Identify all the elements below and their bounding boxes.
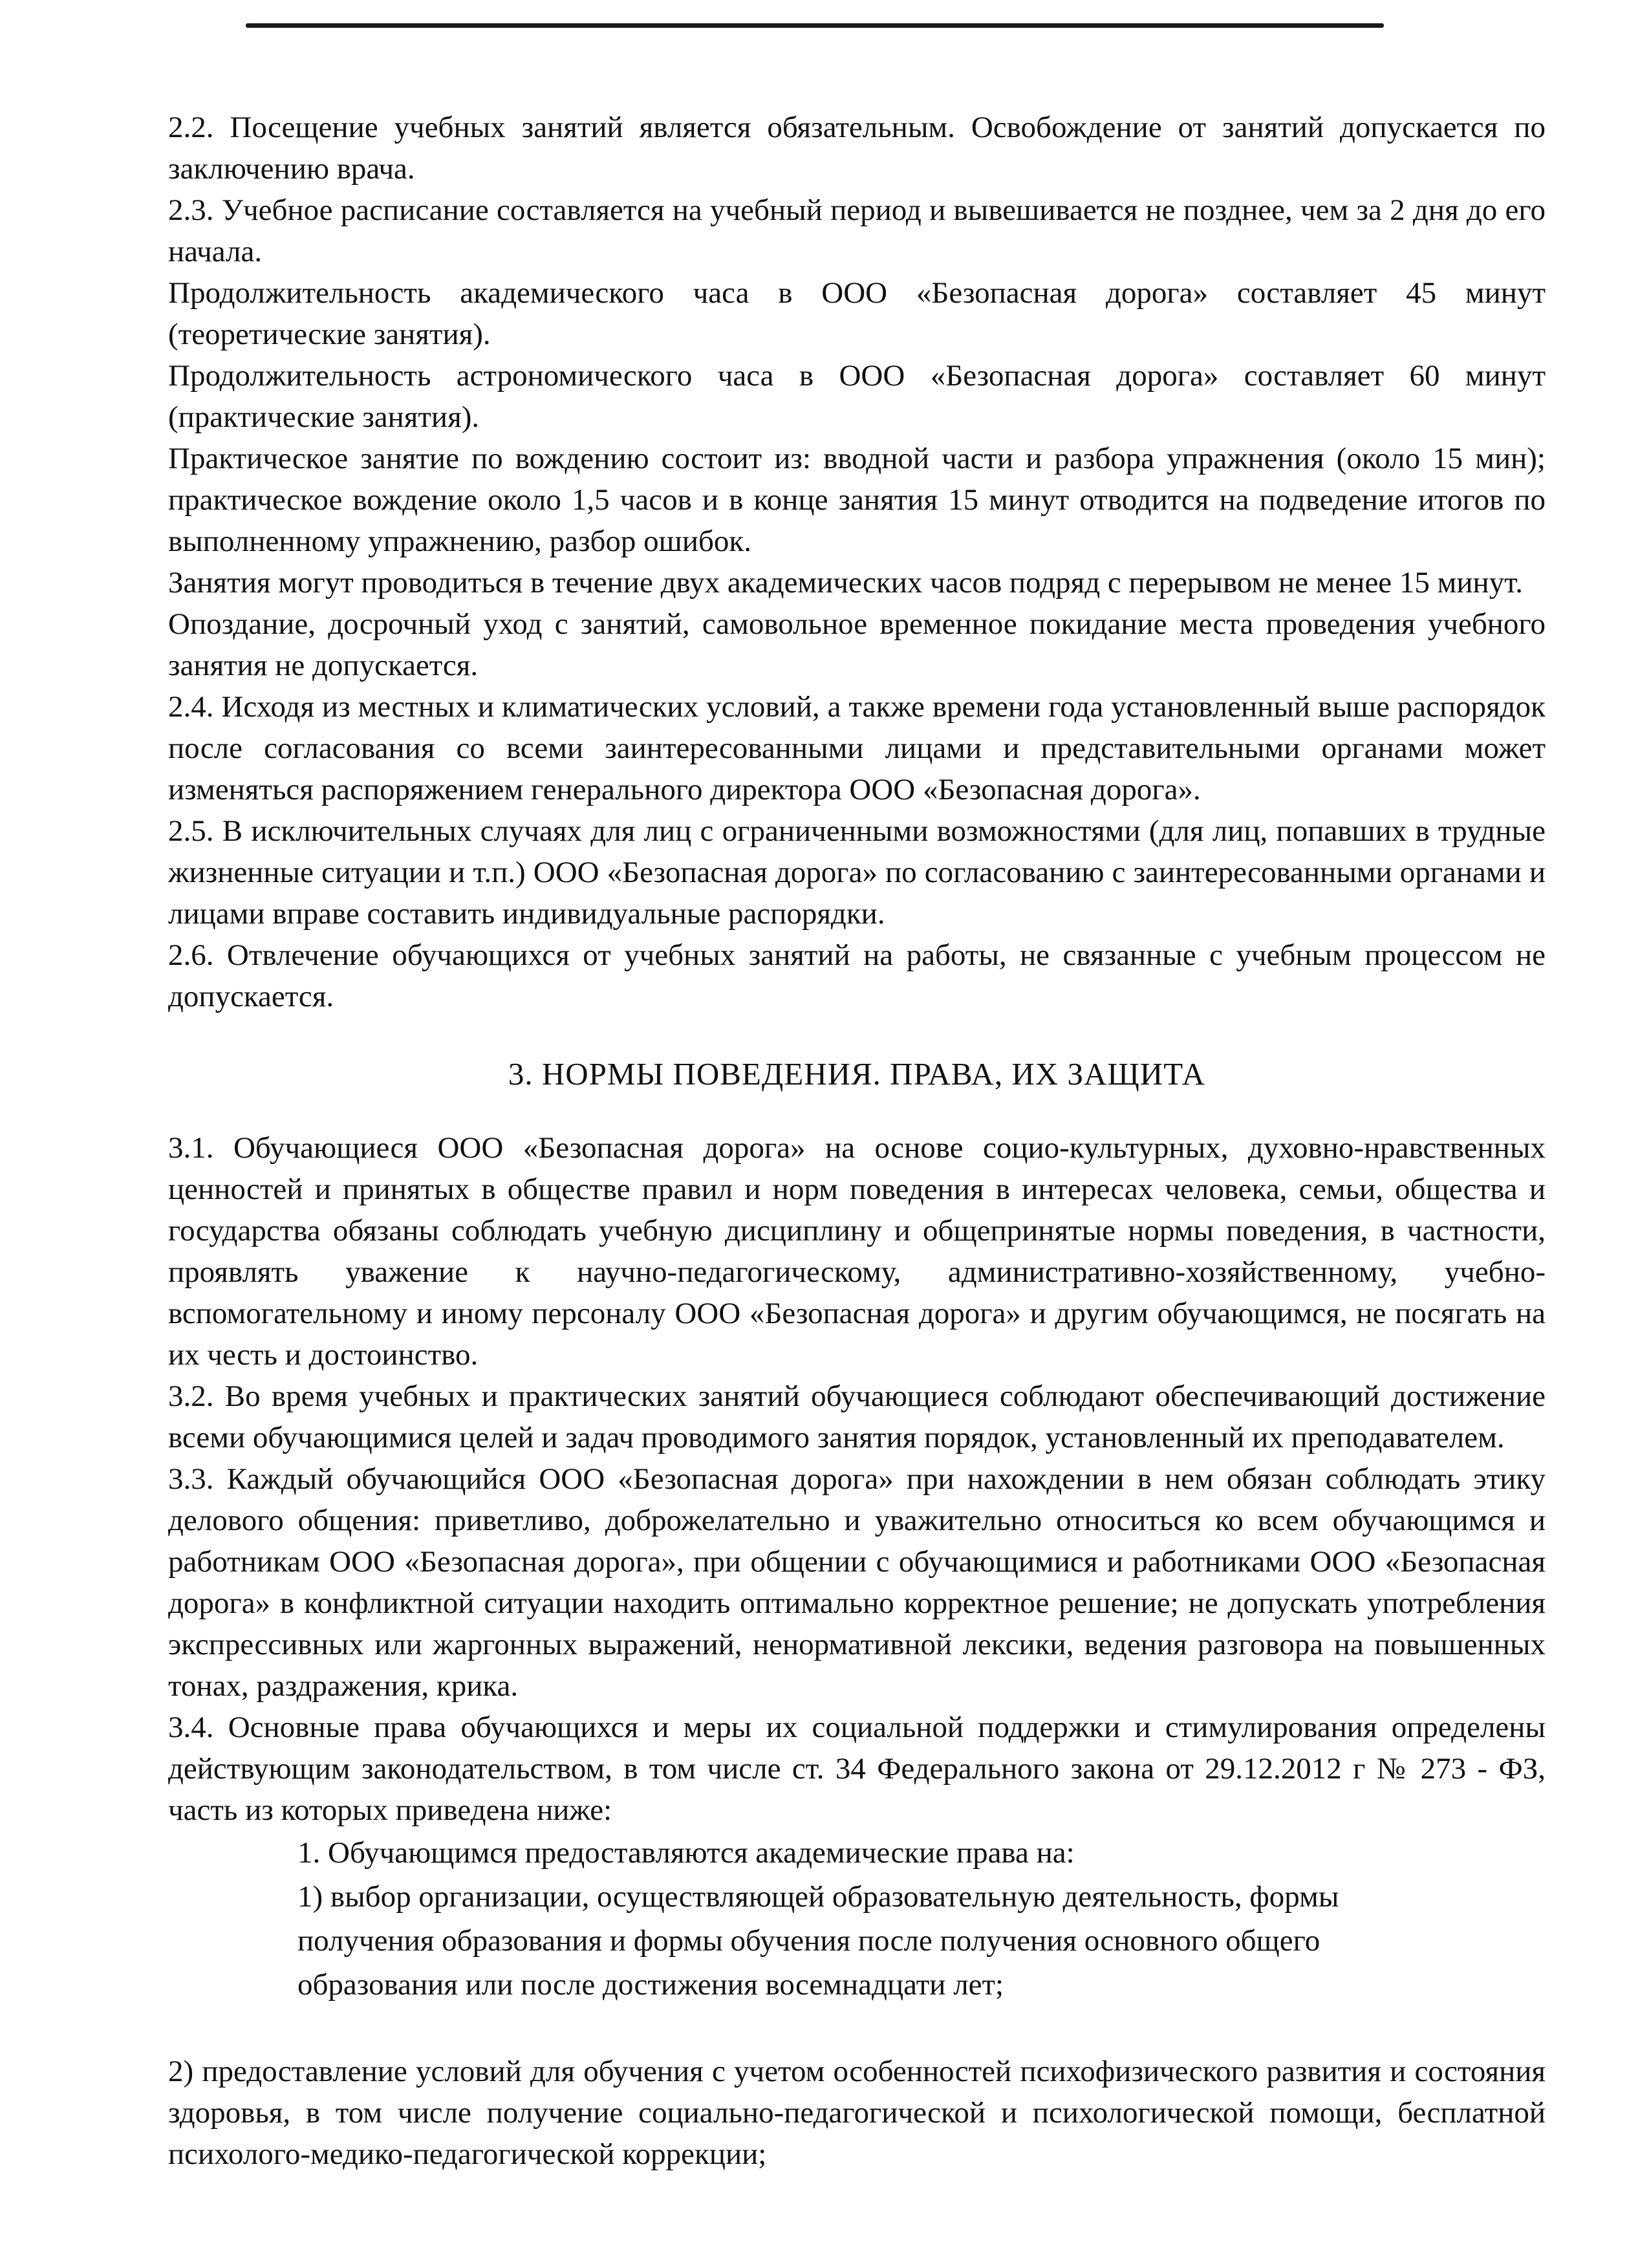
rights-item-2: 2) предоставление условий для обучения с учетом особенностей психофизического развития и состояния здоровья, в том числе получение социально-педагогической и психологической помощи, бесплатной психолого-медико-педагогической коррекции; (168, 2055, 1546, 2171)
document-body (168, 107, 1546, 2175)
paragraph-3-2: 3.2. Во время учебных и практических занятий обучающиеся соблюдают обеспечивающий достижение всеми обучающимися целей и задач проводимого занятия порядок, установленный их преподавателем. (168, 1379, 1546, 1454)
paragraph-2-6: 2.6. Отвлечение обучающихся от учебных занятий на работы, не связанные с учебным процессом не допускается. (168, 938, 1546, 1013)
section-3 (168, 1127, 1546, 1831)
section-3-heading: 3. НОРМЫ ПОВЕДЕНИЯ. ПРАВА, ИХ ЗАЩИТА (508, 1056, 1206, 1092)
rights-list (168, 1831, 1461, 2007)
paragraph-3-1: 3.1. Обучающиеся ООО «Безопасная дорога» на основе социо-культурных, духовно-нравственных ценностей и принятых в обществе правил и норм поведения в интересах человека, семьи, общества и государства обязаны соблюдать учебную дисциплину и общепринятые нормы поведения, в частности, проявлять уважение к научно-педагогическому, административно-хозяйственному, учебно-вспомогательному и иному персоналу ООО «Безопасная дорога» и другим обучающимся, не посягать на их честь и достоинство. (168, 1131, 1546, 1372)
rights-intro: 1. Обучающимся предоставляются академические права на: (297, 1836, 1075, 1870)
section-2 (168, 107, 1546, 1017)
paragraph-2-3: 2.3. Учебное расписание составляется на учебный период и вывешивается не позднее, чем за 2 дня до его начала. (168, 193, 1546, 268)
paragraph-3-4: 3.4. Основные права обучающихся и меры их социальной поддержки и стимулирования определены действующим законодательством, в том числе ст. 34 Федерального закона от 29.12.2012 г № 273 - ФЗ, часть из которых приведена ниже: (168, 1711, 1546, 1827)
rights-item-1: 1) выбор организации, осуществляющей образовательную деятельность, формы получения образования и формы обучения после получения основного общего образования или после достижения восемнадцати лет; (297, 1880, 1339, 2002)
paragraph-3-3: 3.3. Каждый обучающийся ООО «Безопасная дорога» при нахождении в нем обязан соблюдать этику делового общения: приветливо, доброжелательно и уважительно относиться ко всем обучающимся и работникам ООО «Безопасная дорога», при общении с обучающимися и работниками ООО «Безопасная дорога» в конфликтной ситуации находить оптимально корректное решение; не допускать употребления экспрессивных или жаргонных выражений, ненормативной лексики, ведения разговора на повышенных тонах, раздражения, крика. (168, 1462, 1546, 1703)
paragraph-2-5: 2.5. В исключительных случаях для лиц с ограниченными возможностями (для лиц, попавших в трудные жизненные ситуации и т.п.) ООО «Безопасная дорога» по согласованию с заинтересованными органами и лицами вправе составить индивидуальные распорядки. (168, 814, 1546, 931)
spacer (168, 2007, 1546, 2051)
paragraph-practical-lesson: Практическое занятие по вождению состоит из: вводной части и разбора упражнения (около 15 мин); практическое вождение около 1,5 часов и в конце занятия 15 минут отводится на подведение итогов по выполненному упражнению, разбор ошибок. (168, 442, 1546, 558)
paragraph-academic-hour: Продолжительность академического часа в ООО «Безопасная дорога» составляет 45 минут (теоретические занятия). (168, 276, 1546, 351)
paragraph-2-4: 2.4. Исходя из местных и климатических условий, а также времени года установленный выше распорядок после согласования со всеми заинтересованными лицами и представительными органами может изменяться распоряжением генерального директора ООО «Безопасная дорога». (168, 690, 1546, 806)
paragraph-2-2: 2.2. Посещение учебных занятий является обязательным. Освобождение от занятий допускается по заключению врача. (168, 111, 1546, 186)
paragraph-astronomical-hour: Продолжительность астрономического часа в ООО «Безопасная дорога» составляет 60 минут (практические занятия). (168, 359, 1546, 434)
paragraph-lateness: Опоздание, досрочный уход с занятий, самовольное временное покидание места проведения учебного занятия не допускается. (168, 607, 1546, 682)
scan-edge-line (246, 23, 1384, 28)
paragraph-lesson-duration: Занятия могут проводиться в течение двух академических часов подряд с перерывом не менее 15 минут. (168, 566, 1523, 599)
